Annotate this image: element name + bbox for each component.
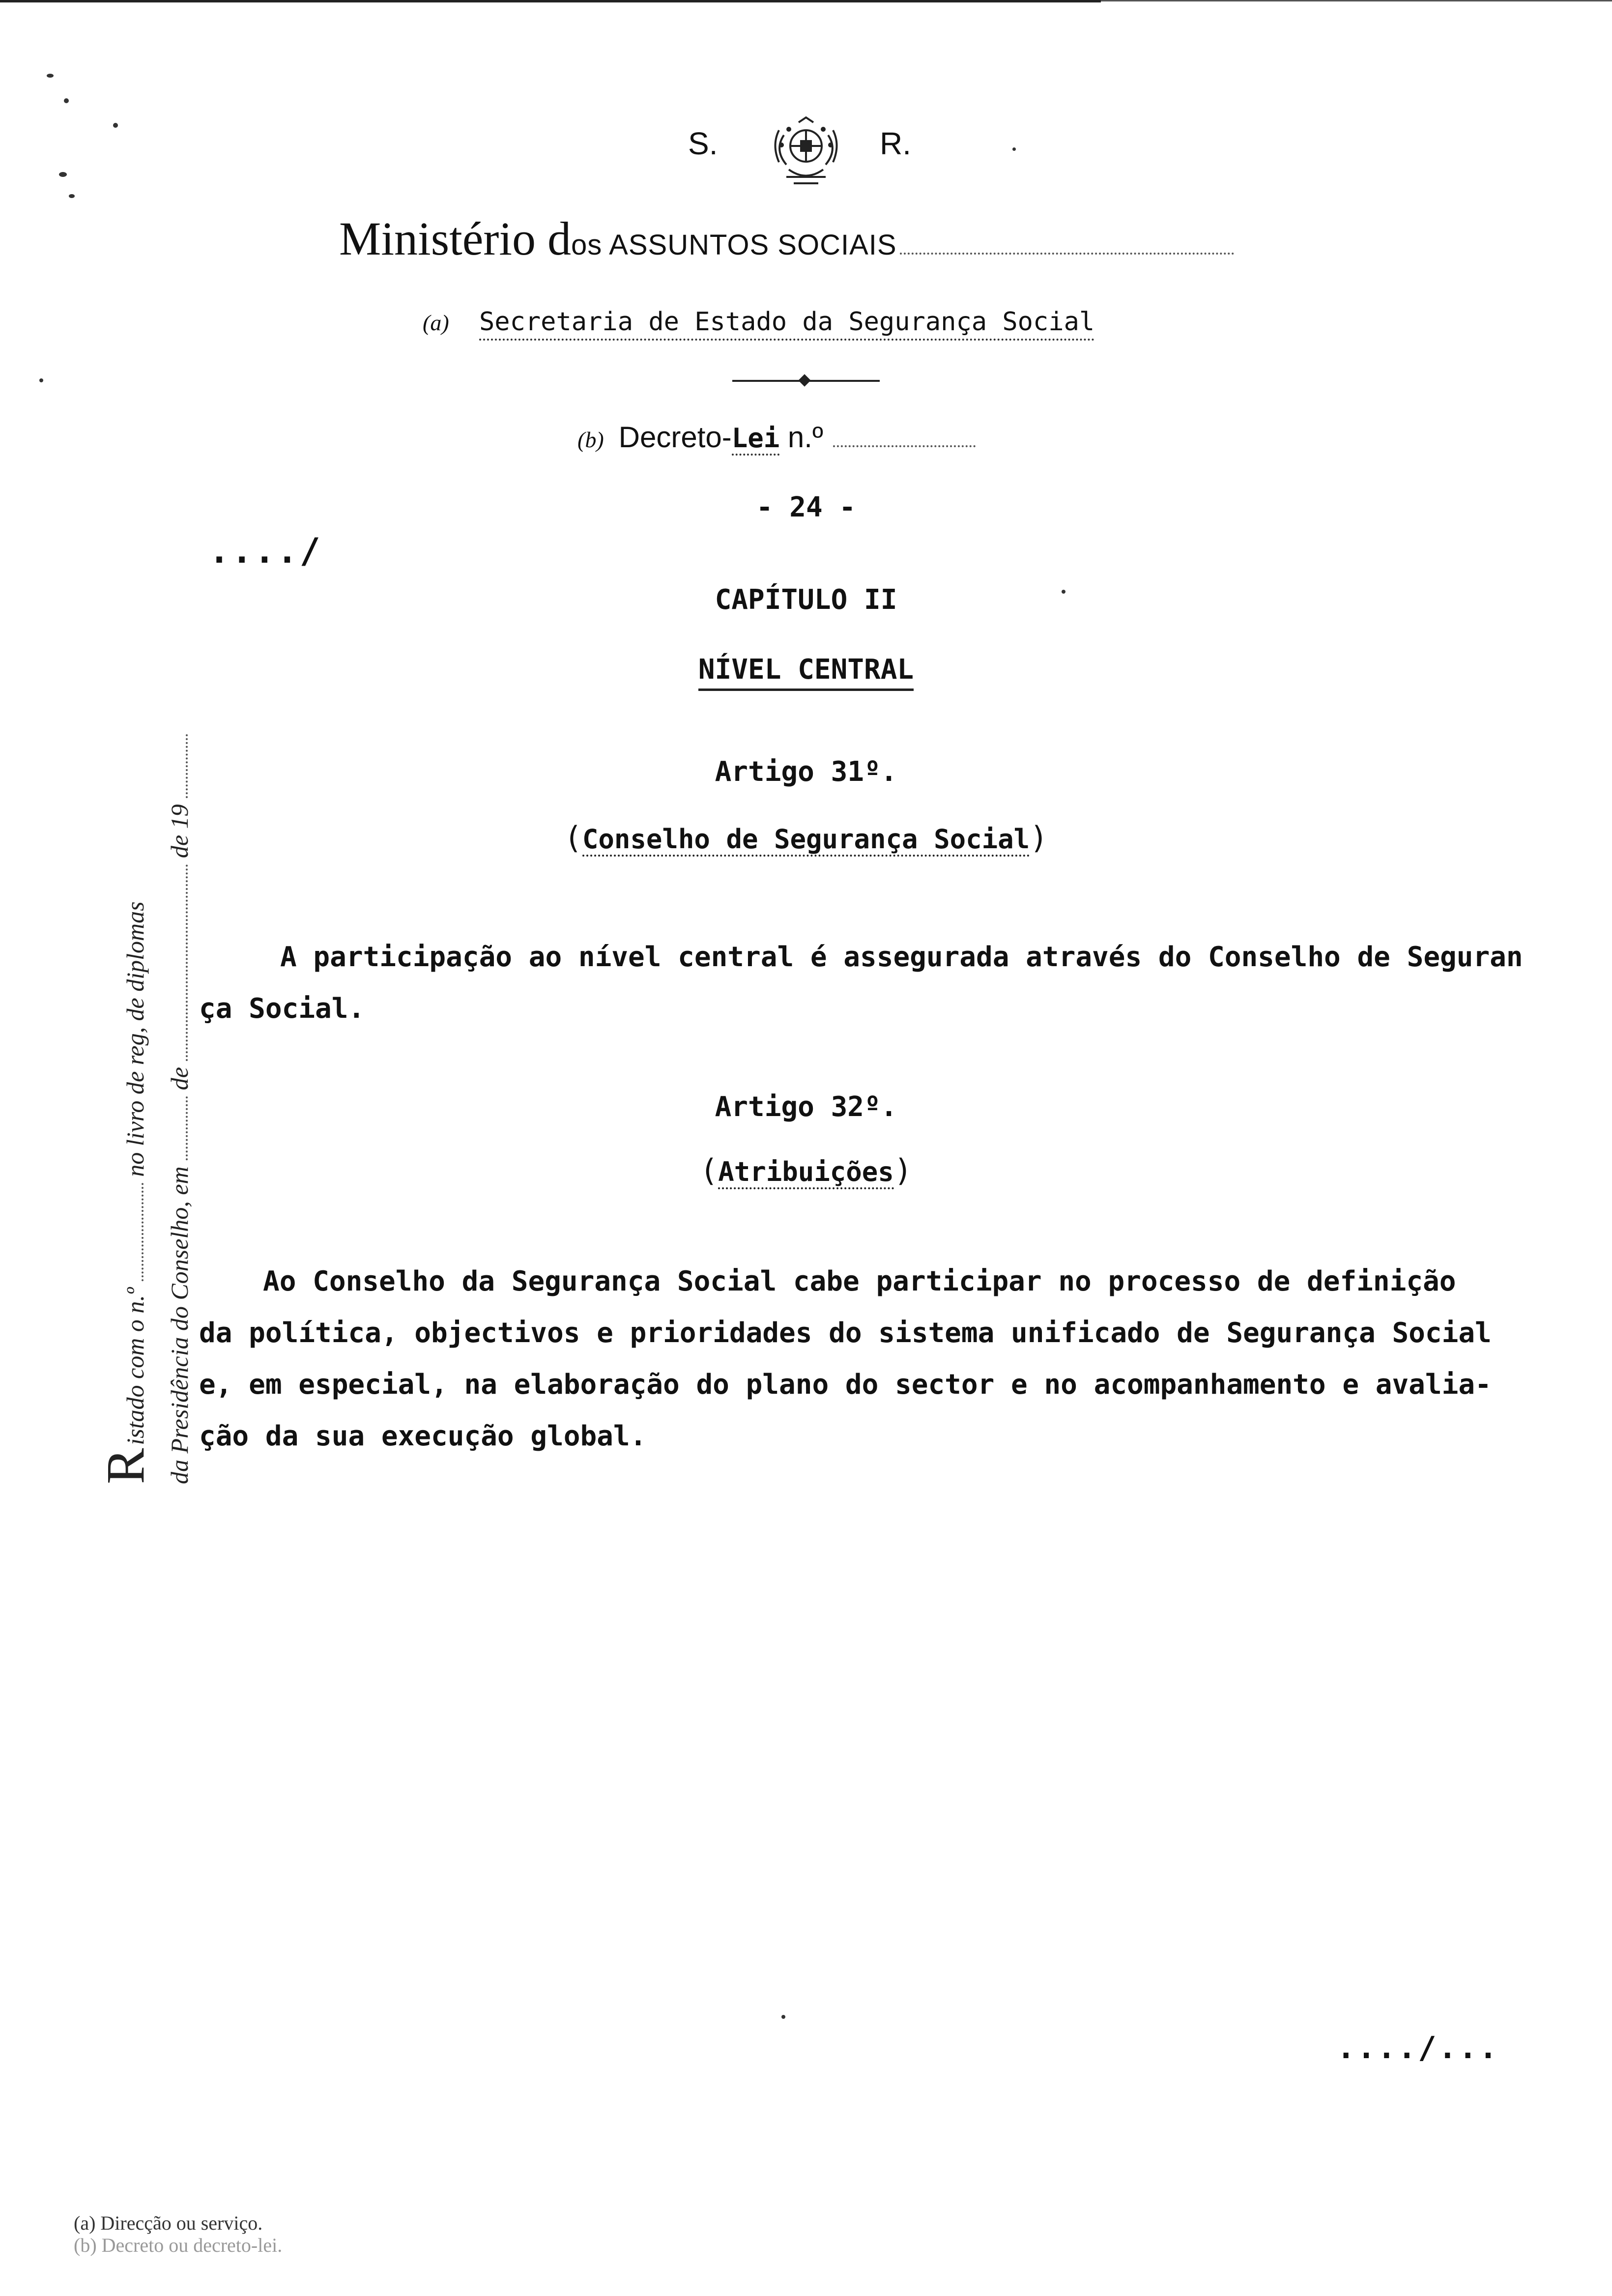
department-label: (a): [423, 310, 449, 335]
scan-speck: [47, 74, 54, 78]
ministry-name: os ASSUNTOS SOCIAIS: [571, 229, 897, 261]
paren-open: (: [564, 820, 582, 856]
decree-line: [577, 420, 976, 454]
scan-speck: [59, 172, 67, 177]
margin-text: da Presidência do Conselho, em: [166, 1166, 193, 1484]
article-32-title: [197, 1152, 1415, 1188]
paren-close: ): [893, 1152, 913, 1188]
margin-text: istado com o n.º: [121, 1287, 149, 1445]
margin-line-1: [95, 580, 155, 1484]
page-number: - 24 -: [756, 491, 856, 523]
margin-field: [186, 1096, 188, 1160]
chapter-subtitle: [197, 654, 1415, 686]
body-line: ça Social.: [199, 993, 365, 1025]
republic-header: [634, 115, 978, 179]
sr-right-letter: R.: [880, 126, 911, 161]
decree-prefix: Decreto-: [618, 421, 732, 454]
article-31-title-text: Conselho de Segurança Social: [582, 824, 1030, 857]
scan-speck: [69, 194, 75, 198]
margin-field: [186, 864, 188, 1061]
body-line: ção da sua execução global.: [199, 1420, 647, 1452]
article-31-heading: Artigo 31º.: [715, 756, 897, 788]
margin-big-letter: R: [95, 1448, 155, 1484]
continuation-marker-top: ..../: [209, 531, 322, 571]
scan-speck: [113, 123, 118, 128]
footnote-b: (b) Decreto ou decreto-lei.: [74, 2234, 283, 2256]
margin-text: no livro de reg: [121, 1033, 149, 1177]
department-line: [423, 307, 1258, 337]
body-line: Ao Conselho da Segurança Social cabe participar no processo de definição: [263, 1265, 1456, 1297]
margin-text: , de diplomas: [121, 901, 149, 1033]
scan-top-edge: [0, 0, 1101, 2]
body-line: da política, objectivos e prioridades do sistema unificado de Segurança Social: [199, 1317, 1492, 1349]
sr-left-letter: S.: [688, 126, 718, 161]
registration-margin-note: [95, 580, 206, 1484]
decree-number-field: [833, 445, 976, 447]
body-line: A participação ao nível central é assegurada através do Conselho de Seguran: [280, 941, 1523, 973]
margin-text: de: [166, 1067, 193, 1091]
ministry-word: Ministério d: [339, 212, 571, 265]
margin-line-2: [152, 580, 206, 1484]
scan-speck: [781, 2015, 785, 2019]
paren-close: ): [1030, 820, 1048, 856]
margin-field: [142, 1183, 144, 1281]
article-31-body: [199, 931, 1546, 1034]
divider-diamond: [798, 374, 810, 386]
article-32-title-text: Atribuições: [718, 1156, 894, 1189]
footnote-a: (a) Direcção ou serviço.: [74, 2212, 263, 2234]
decree-number-label: n.º: [779, 421, 823, 454]
chapter-title: CAPÍTULO II: [715, 584, 897, 616]
scan-speck: [39, 378, 43, 382]
decree-lei: Lei: [732, 423, 780, 456]
coat-of-arms-icon: [759, 115, 853, 189]
scan-top-edge-right: [1101, 0, 1612, 1]
body-line: e, em especial, na elaboração do plano do sector e no acompanhamento e avalia-: [199, 1369, 1492, 1401]
scan-speck: [64, 98, 69, 103]
paren-open: (: [699, 1152, 719, 1188]
department-name: Secretaria de Estado da Segurança Social: [479, 307, 1094, 341]
article-31-title: [197, 820, 1415, 856]
scan-speck: [1012, 147, 1016, 151]
article-32-heading: Artigo 32º.: [715, 1091, 897, 1123]
margin-field: [186, 734, 188, 798]
chapter-subtitle-text: NÍVEL CENTRAL: [698, 654, 914, 691]
decree-label: (b): [577, 427, 604, 452]
continuation-marker-bottom: ..../...: [1337, 2030, 1499, 2066]
margin-text: de 19: [166, 804, 193, 859]
ministry-line: [339, 211, 1273, 270]
scan-speck: [1062, 590, 1065, 594]
ministry-dotted-fill: [900, 253, 1234, 255]
article-32-body: [199, 1256, 1546, 1462]
